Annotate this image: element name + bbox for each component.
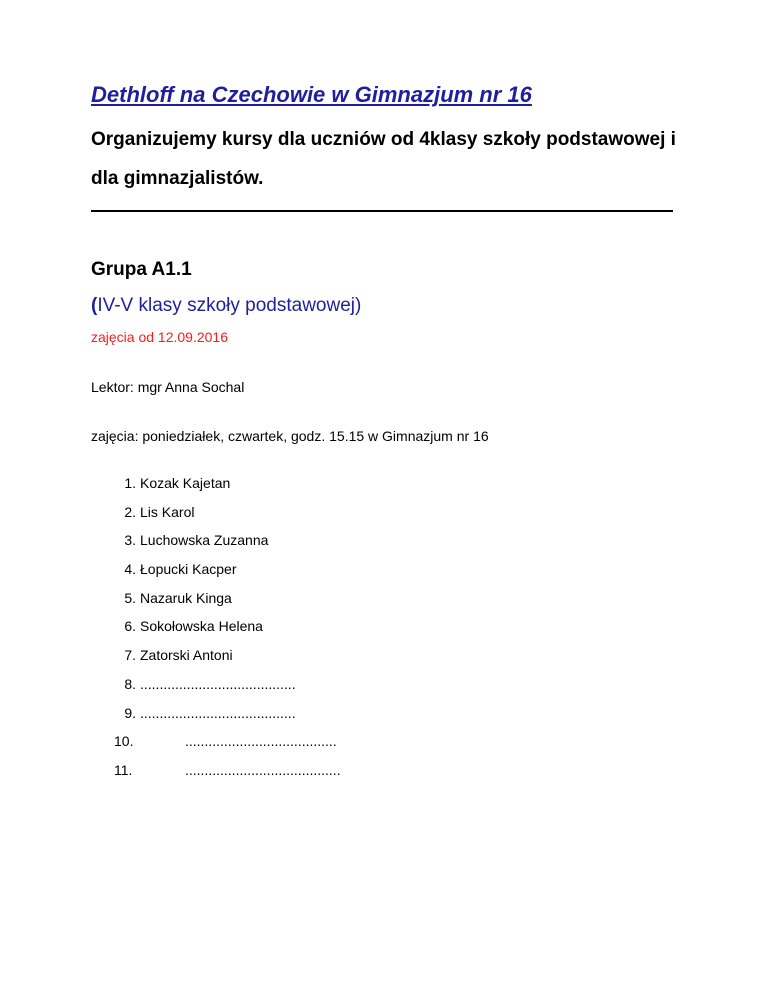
document-title: Dethloff na Czechowie w Gimnazjum nr 16: [91, 82, 532, 107]
list-item: [91, 674, 691, 703]
list-item: [91, 731, 691, 760]
student-name-placeholder: ........................................: [185, 761, 341, 778]
list-item: [91, 645, 691, 674]
list-item: [91, 502, 691, 531]
document-subtitle: Organizujemy kursy dla uczniów od 4klasy szkoły podstawowej i dla gimnazjalistów.: [91, 129, 676, 189]
list-item-number: 6.: [124, 618, 136, 635]
list-item-number: 11.: [114, 761, 133, 778]
list-item: [91, 559, 691, 588]
horizontal-rule: [91, 210, 673, 212]
list-item-number: 2.: [124, 503, 136, 520]
student-name: Nazaruk Kinga: [140, 589, 232, 606]
list-item: [91, 588, 691, 617]
list-item: [91, 703, 691, 732]
list-item: [91, 530, 691, 559]
list-item-number: 1.: [124, 475, 136, 491]
student-name: Zatorski Antoni: [140, 647, 233, 664]
list-item-number: 5.: [124, 589, 136, 606]
student-name-placeholder: .......................................: [185, 733, 337, 750]
list-item-number: 3.: [124, 532, 136, 549]
lector-line: Lektor: mgr Anna Sochal: [91, 379, 245, 395]
document-page: [91, 80, 691, 789]
start-date: zajęcia od 12.09.2016: [91, 329, 228, 345]
student-name-placeholder: ........................................: [140, 675, 296, 692]
group-description-text: IV-V klasy szkoły podstawowej): [97, 295, 362, 316]
list-item: [91, 616, 691, 645]
student-name: Luchowska Zuzanna: [140, 532, 269, 549]
list-item-number: 8.: [124, 675, 136, 692]
student-name: Lis Karol: [140, 503, 195, 520]
list-item-number: 4.: [124, 561, 136, 578]
student-name: Łopucki Kacper: [140, 561, 237, 578]
group-title: Grupa A1.1: [91, 259, 192, 280]
list-item-number: 9.: [124, 704, 136, 721]
student-name: Sokołowska Helena: [140, 618, 263, 635]
list-item-number: 10.: [114, 733, 134, 750]
list-item-number: 7.: [124, 647, 136, 664]
schedule-line: zajęcia: poniedziałek, czwartek, godz. 15.15 w Gimnazjum nr 16: [91, 428, 489, 444]
student-name: Kozak Kajetan: [140, 475, 231, 491]
student-name-placeholder: ........................................: [140, 704, 296, 721]
list-item: [91, 473, 691, 502]
group-description-paren: (: [91, 295, 98, 316]
student-list: [91, 473, 691, 789]
group-description: [91, 293, 691, 319]
list-item: [91, 760, 691, 789]
